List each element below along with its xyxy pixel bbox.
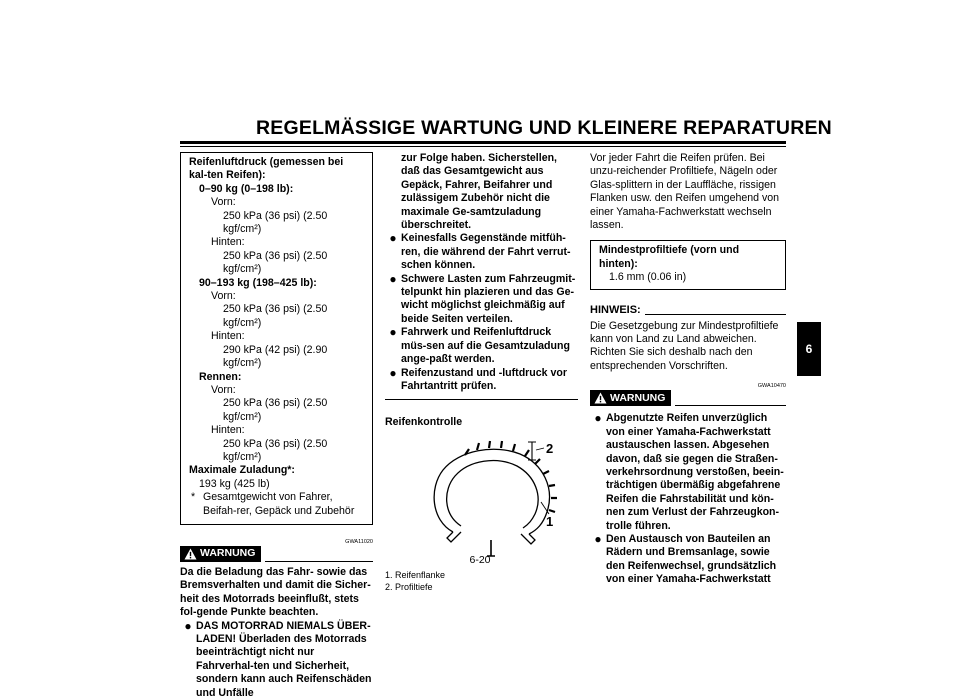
tire-outer-outline [434,449,549,534]
spec-group1-rear-value: 250 kPa (36 psi) (2.50 kgf/cm²) [223,249,328,276]
warning1-end-rule [385,399,578,400]
figure-caption-1: 1. Reifenflanke [385,569,446,580]
warning2-label: WARNUNG [610,391,666,404]
hinweis-header [590,304,786,318]
warning1-intro: Da die Beladung das Fahr- sowie das Bremsverhalten und damit die Sicher-heit des Motorrads beeinflußt, stets fol-gende Punkte beachten. [180,565,371,619]
warning2-bullet-2 [590,533,786,587]
spec-group2-title: 90–193 kg (198–425 lb): [199,276,317,289]
warning1-bullet-1-cont [385,152,578,232]
warning1-bullet-1 [180,620,373,700]
tread-depth-spec-box [590,240,786,289]
figure-caption-2: 2. Profiltiefe [385,581,433,592]
warning-triangle-icon [594,392,607,404]
spec-group3-rear-label: Hinten: [211,424,245,437]
spec-max-load-label: Maximale Zuladung*: [189,464,295,477]
page-number: 6-20 [469,554,491,566]
callout-2: 2 [546,440,554,456]
column-1 [180,152,373,700]
tire-pressure-spec-box [180,152,373,525]
warning2-bullet-1-text: Abgenutzte Reifen unverzüglich von einer Yamaha-Fachwerkstatt austauschen lassen. Abgesehen davon, daß sie gegen die Straßen-verkehrsordnung verstoßen, beein-trächtigen übermäßig abgefahrene Reifen die Fahrstabilität und kön-nen zum Verlust der Fahrzeugkon-trolle führen. [606,412,784,532]
spec-group2-front-value: 250 kPa (36 psi) (2.50 kgf/cm²) [223,303,328,329]
warning1-label-box [180,546,261,562]
chapter-number: 6 [805,342,813,356]
warning1-label: WARNUNG [200,547,256,560]
header-rule-thin [180,146,786,147]
callout-1: 1 [546,513,554,529]
bullet-icon: ● [594,531,602,546]
warning1-rule [265,561,373,562]
tire-bead-right [521,534,535,544]
bullet-icon: ● [389,231,397,246]
bullet-icon: ● [389,271,397,286]
tire-check-intro: Vor jeder Fahrt die Reifen prüfen. Bei unzu-reichender Profiltiefe, Nägeln oder Glas-splittern in der Lauffläche, rissigen Flanken usw. den Reifen umgehend von einer Yamaha-Fachwerkstatt wechseln lassen. [590,152,780,232]
spec-group2-rear-label: Hinten: [211,330,245,343]
spec-group1-front-label: Vorn: [211,196,236,209]
callout-line-2 [536,448,544,450]
bullet-icon: ● [594,411,602,426]
footnote-mark: * [191,491,196,504]
footnote-text: Gesamtgewicht von Fahrer, Beifah-rer, Gepäck und Zubehör [203,491,355,517]
warning2-bullet-2-text: Den Austausch von Bauteilen an Rädern und Bremsanlage, sowie den Reifenwechsel, grundsätzlich von einer Yamaha-Fachwerkstatt [606,532,777,586]
bullet-icon: ● [389,365,397,380]
warning1-bullet-5 [385,367,578,394]
warning2-bullet-1 [590,412,786,533]
warning1-bullet-4-text: Fahrwerk und Reifenluftdruck müs-sen auf die Gesamtzuladung ange-paßt werden. [401,326,570,366]
section-heading-reifenkontrolle: Reifenkontrolle [385,416,463,429]
spec-footnote [189,491,364,518]
hinweis-rule [645,314,786,315]
tread-depth-spec-title: Mindestprofiltiefe (vorn und hinten): [599,244,740,270]
spec-group3-front-label: Vorn: [211,383,236,396]
warning-triangle-icon [184,548,197,560]
spec-max-load-value: 193 kg (425 lb) [199,477,270,490]
warning1-header [180,546,373,562]
warning1-bullet-3 [385,273,578,327]
bullet-icon: ● [184,618,192,633]
header-rule-thick [180,141,786,144]
bullet-icon: ● [389,325,397,340]
hinweis-text: Die Gesetzgebung zur Mindestprofiltiefe kann von Land zu Land abweichen. Richten Sie sich deshalb nach den entsprechenden Vorschriften. [590,319,779,372]
tire-bead-left [447,532,461,542]
spec-group3-front-value: 250 kPa (36 psi) (2.50 kgf/cm²) [223,397,328,423]
tire-inner-outline [447,460,538,527]
chapter-tab[interactable] [797,322,821,376]
warning1-bullet-2 [385,232,578,272]
warning2-code: GWA10470 [757,383,786,390]
column-3 [590,152,786,587]
warning1-bullet-4 [385,326,578,366]
warning1-bullet-1-text: DAS MOTORRAD NIEMALS ÜBER-LADEN! Überladen des Motorrads beeinträchtigt nicht nur Fahrverhal-ten und Sicherheit, sondern kann auch Reifenschäden und Unfälle [196,619,372,699]
spec-group2-rear-value: 290 kPa (42 psi) (2.90 kgf/cm²) [223,343,328,370]
tire-cross-section-illustration [425,440,575,565]
spec-group3-title: Rennen: [199,370,242,383]
spec-group1-rear-label: Hinten: [211,236,245,249]
column-2 [385,152,578,593]
spec-title: Reifenluftdruck (gemessen bei kal-ten Reifen): [189,156,344,182]
warning2-rule [675,405,786,406]
tread-depth-spec-value: 1.6 mm (0.06 in) [609,271,687,284]
warning1-bullet-5-text: Reifenzustand und -luftdruck vor Fahrtantritt prüfen. [401,366,567,392]
warning1-bullet-1-continued: zur Folge haben. Sicherstellen, daß das Gesamtgewicht aus Gepäck, Fahrer, Beifahrer und zulässigem Zubehör nicht die maximale Ge-samtzuladung überschreitet. [401,152,557,232]
warning1-bullet-3-text: Schwere Lasten zum Fahrzeugmit-telpunkt hin plazieren und das Ge-wicht möglichst gleichmäßig auf beide Seiten verteilen. [401,272,576,325]
warning2-label-box [590,390,671,406]
warning2-header [590,390,786,406]
warning1-code: GWA11020 [345,538,373,545]
spec-group2-front-label: Vorn: [211,290,236,303]
warning1-bullet-2-text: Keinesfalls Gegenstände mitfüh-ren, die während der Fahrt verrut-schen können. [401,232,571,272]
page-header-title: REGELMÄSSIGE WARTUNG UND KLEINERE REPARATUREN [256,117,832,139]
hinweis-label: HINWEIS: [590,304,641,317]
spec-group3-rear-value: 250 kPa (36 psi) (2.50 kgf/cm²) [223,437,328,463]
spec-group1-front-value: 250 kPa (36 psi) (2.50 kgf/cm²) [223,209,328,236]
spec-group1-title: 0–90 kg (0–198 lb): [199,182,294,195]
